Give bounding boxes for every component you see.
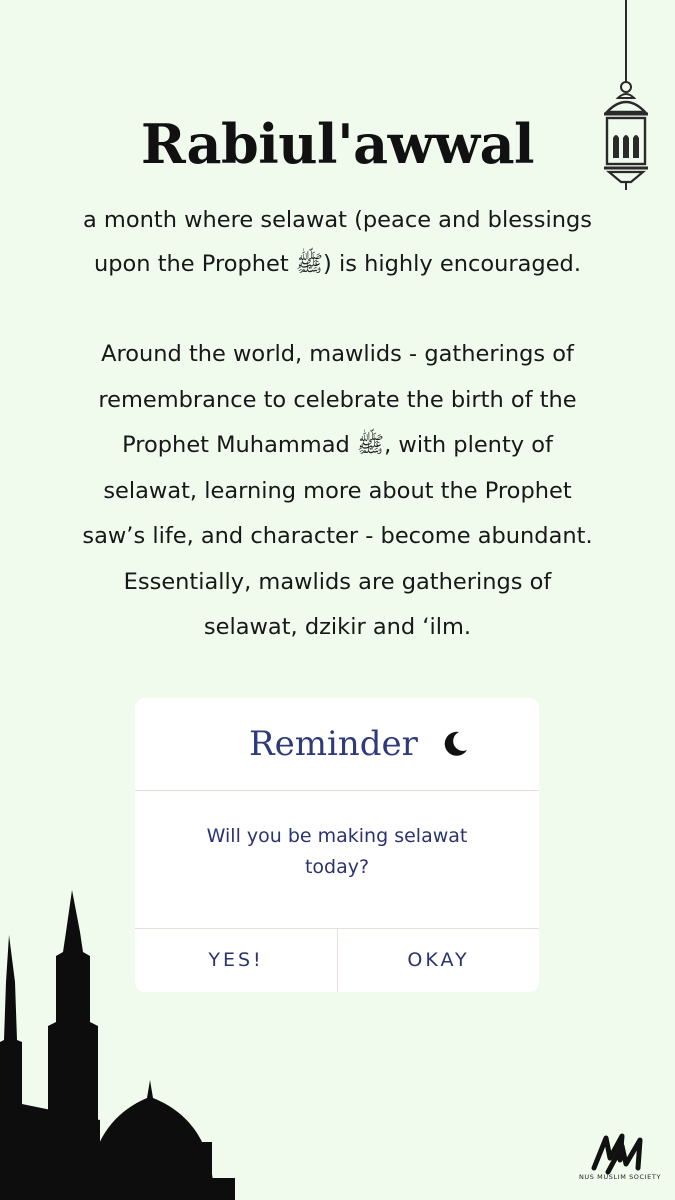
reminder-card-header	[135, 698, 539, 791]
page-title: Rabiul'awwal	[140, 112, 535, 176]
yes-button[interactable]: YES!	[135, 929, 338, 992]
okay-button[interactable]: OKAY	[407, 949, 470, 971]
crescent-moon-icon	[440, 728, 470, 758]
logo-caption: NUS MUSLIM SOCIETY	[578, 1173, 662, 1181]
mosque-silhouette-icon	[0, 890, 235, 1200]
mawlid-paragraph: Around the world, mawlids - gatherings of remembrance to celebrate the birth of the Prophet Muhammad ﷺ, with plenty of selawat, learning more about the Prophet saw’s life, and character - become abundant. Essentially, mawlids are gatherings of selawat, dzikir and ‘ilm.	[82, 341, 593, 640]
intro-paragraph: a month where selawat (peace and blessings upon the Prophet ﷺ) is highly encouraged.	[82, 207, 593, 277]
reminder-title: Reminder	[249, 724, 418, 764]
reminder-question: Will you be making selawat today?	[206, 825, 468, 878]
